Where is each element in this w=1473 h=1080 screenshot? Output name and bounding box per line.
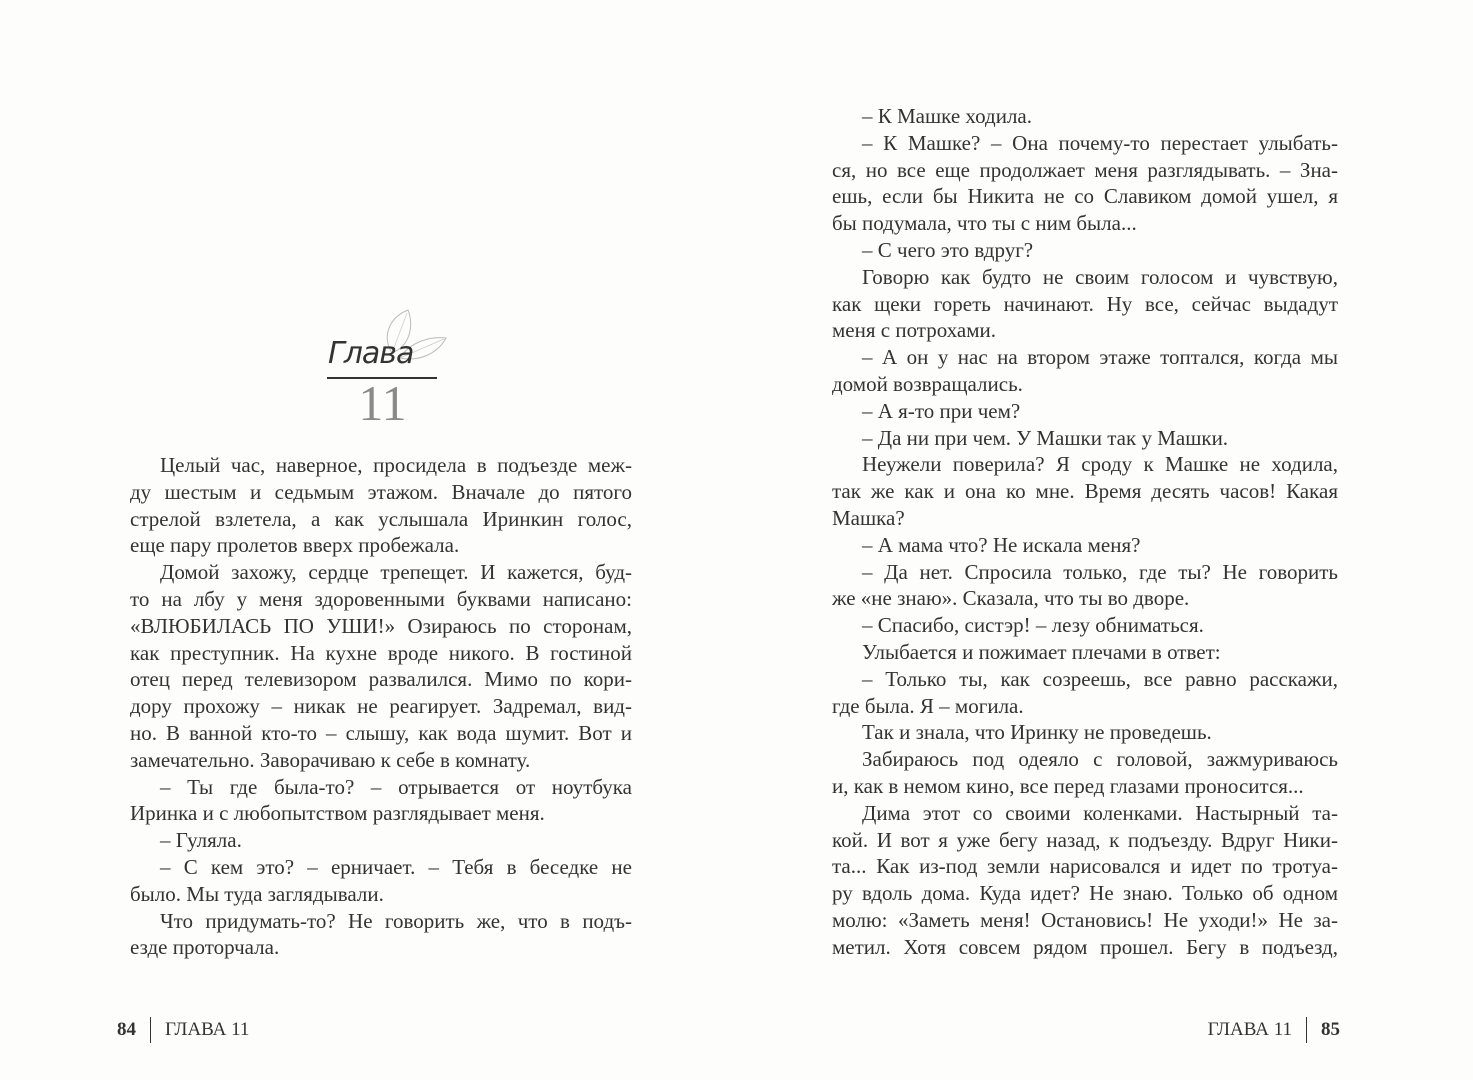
paragraph	[130, 908, 632, 962]
page-number: 84	[117, 1019, 136, 1040]
text-line: то на лбу у меня здоровенными буквами написано:	[130, 586, 632, 611]
paragraph	[832, 666, 1338, 720]
paragraph	[832, 559, 1338, 613]
text-line: дору прохожу – никак не реагирует. Задремал, вид-	[130, 694, 632, 719]
paragraph	[832, 425, 1338, 452]
text-line: меня с потрохами.	[832, 318, 997, 343]
footer-divider	[150, 1017, 151, 1043]
text-line: – А я-то при чем?	[862, 398, 1021, 423]
text-line: Неужели поверила? Я сроду к Машке не ходила,	[862, 452, 1338, 477]
text-line: – Только ты, как созреешь, все равно расскажи,	[862, 666, 1338, 691]
text-line: – Гуляла.	[160, 828, 242, 853]
text-line: бы подумала, что ты с ним была...	[832, 211, 1137, 236]
text-line: – К Машке ходила.	[862, 104, 1032, 128]
text-line: но. В ванной кто-то – слышу, как вода шумит. Вот и	[130, 720, 632, 745]
paragraph	[832, 237, 1338, 264]
text-line: Что придумать-то? Не говорить же, что в подъ-	[160, 908, 632, 933]
running-head: ГЛАВА 11	[165, 1019, 250, 1040]
text-line: еще пару пролетов вверх пробежала.	[130, 533, 460, 558]
text-line: езде проторчала.	[130, 935, 280, 960]
paragraph	[130, 774, 632, 828]
page-number: 85	[1321, 1019, 1340, 1040]
text-line: та... Как из-под земли нарисовался и идет по тротуа-	[832, 854, 1338, 879]
text-line: стрелой взлетела, а как услышала Иринкин голос,	[130, 506, 632, 531]
footer-divider	[1306, 1017, 1307, 1043]
paragraph	[832, 451, 1338, 531]
text-line: – Да ни при чем. У Машки так у Машки.	[862, 425, 1229, 450]
text-line: кой. И вот я уже бегу назад, к подъезду. Вдруг Ники-	[832, 827, 1338, 852]
text-line: Так и знала, что Иринку не проведешь.	[862, 720, 1212, 745]
paragraph	[832, 612, 1338, 639]
left-page-text	[130, 452, 632, 961]
paragraph	[832, 800, 1338, 961]
text-line: молю: «Заметь меня! Остановись! Не уходи!» Не за-	[832, 907, 1338, 932]
text-line: Улыбается и пожимает плечами в ответ:	[862, 639, 1221, 664]
running-head: ГЛАВА 11	[1207, 1019, 1292, 1040]
text-line: где была. Я – могила.	[832, 693, 1024, 718]
text-line: отец перед телевизором развалился. Мимо по кори-	[130, 667, 632, 692]
text-line: Иринка и с любопытством разглядывает меня.	[130, 801, 545, 826]
right-page-text	[832, 103, 1338, 961]
paragraph	[832, 746, 1338, 800]
text-line: замечательно. Заворачиваю к себе в комнату.	[130, 747, 531, 772]
text-line: – А он у нас на втором этаже топтался, когда мы	[862, 345, 1338, 370]
text-line: Целый час, наверное, просидела в подъезде меж-	[160, 453, 632, 477]
chapter-label: Глава	[328, 336, 414, 371]
paragraph	[130, 854, 632, 908]
text-line: было. Мы туда заглядывали.	[130, 881, 384, 906]
paragraph	[832, 639, 1338, 666]
paragraph	[832, 398, 1338, 425]
text-line: Домой захожу, сердце трепещет. И кажется, буд-	[160, 560, 632, 585]
paragraph	[130, 452, 632, 559]
text-line: – А мама что? Не искала меня?	[862, 532, 1141, 557]
paragraph	[832, 103, 1338, 130]
paragraph	[832, 344, 1338, 398]
text-line: – К Машке? – Она почему-то перестает улыбать-	[862, 130, 1338, 155]
text-line: как преступник. На кухне вроде никого. В гостиной	[130, 640, 632, 665]
text-line: Машка?	[832, 505, 905, 530]
chapter-number: 11	[358, 375, 407, 431]
text-line: «ВЛЮБИЛАСЬ ПО УШИ!» Озираюсь по сторонам,	[130, 613, 632, 638]
text-line: ешь, если бы Никита не со Славиком домой ушел, я	[832, 184, 1338, 209]
paragraph	[832, 264, 1338, 344]
chapter-heading	[320, 308, 445, 433]
text-line: Говорю как будто не своим голосом и чувствую,	[862, 264, 1338, 289]
text-line: ду шестым и седьмым этажом. Вначале до пятого	[130, 479, 632, 504]
right-page-footer	[1208, 1018, 1340, 1042]
paragraph	[130, 559, 632, 773]
text-line: – С чего это вдруг?	[862, 237, 1034, 262]
text-line: же «не знаю». Сказала, что ты во дворе.	[832, 586, 1190, 611]
text-line: ру вдоль дома. Куда идет? Не знаю. Только об одном	[832, 881, 1338, 906]
paragraph	[130, 827, 632, 854]
paragraph	[832, 532, 1338, 559]
text-line: домой возвращались.	[832, 371, 1023, 396]
text-line: как щеки гореть начинают. Ну все, сейчас выдадут	[832, 291, 1338, 316]
text-line: – Ты где была-то? – отрывается от ноутбука	[160, 774, 632, 799]
text-line: – Да нет. Спросила только, где ты? Не говорить	[862, 559, 1338, 584]
text-line: Забираюсь под одеяло с головой, зажмуриваюсь	[862, 747, 1338, 772]
left-page-footer	[117, 1018, 249, 1042]
text-line: ся, но все еще продолжает меня разглядывать. – Зна-	[832, 157, 1338, 182]
text-line: и, как в немом кино, все перед глазами проносится...	[832, 773, 1304, 798]
text-line: метил. Хотя совсем рядом прошел. Бегу в подъезд,	[832, 934, 1338, 959]
text-line: Дима этот со своими коленками. Настырный та-	[862, 800, 1338, 825]
paragraph	[832, 130, 1338, 237]
text-line: – Спасибо, систэр! – лезу обниматься.	[862, 613, 1204, 638]
paragraph	[832, 719, 1338, 746]
text-line: так же как и она ко мне. Время десять часов! Какая	[832, 479, 1338, 504]
text-line: – С кем это? – ерничает. – Тебя в беседке не	[160, 854, 632, 879]
